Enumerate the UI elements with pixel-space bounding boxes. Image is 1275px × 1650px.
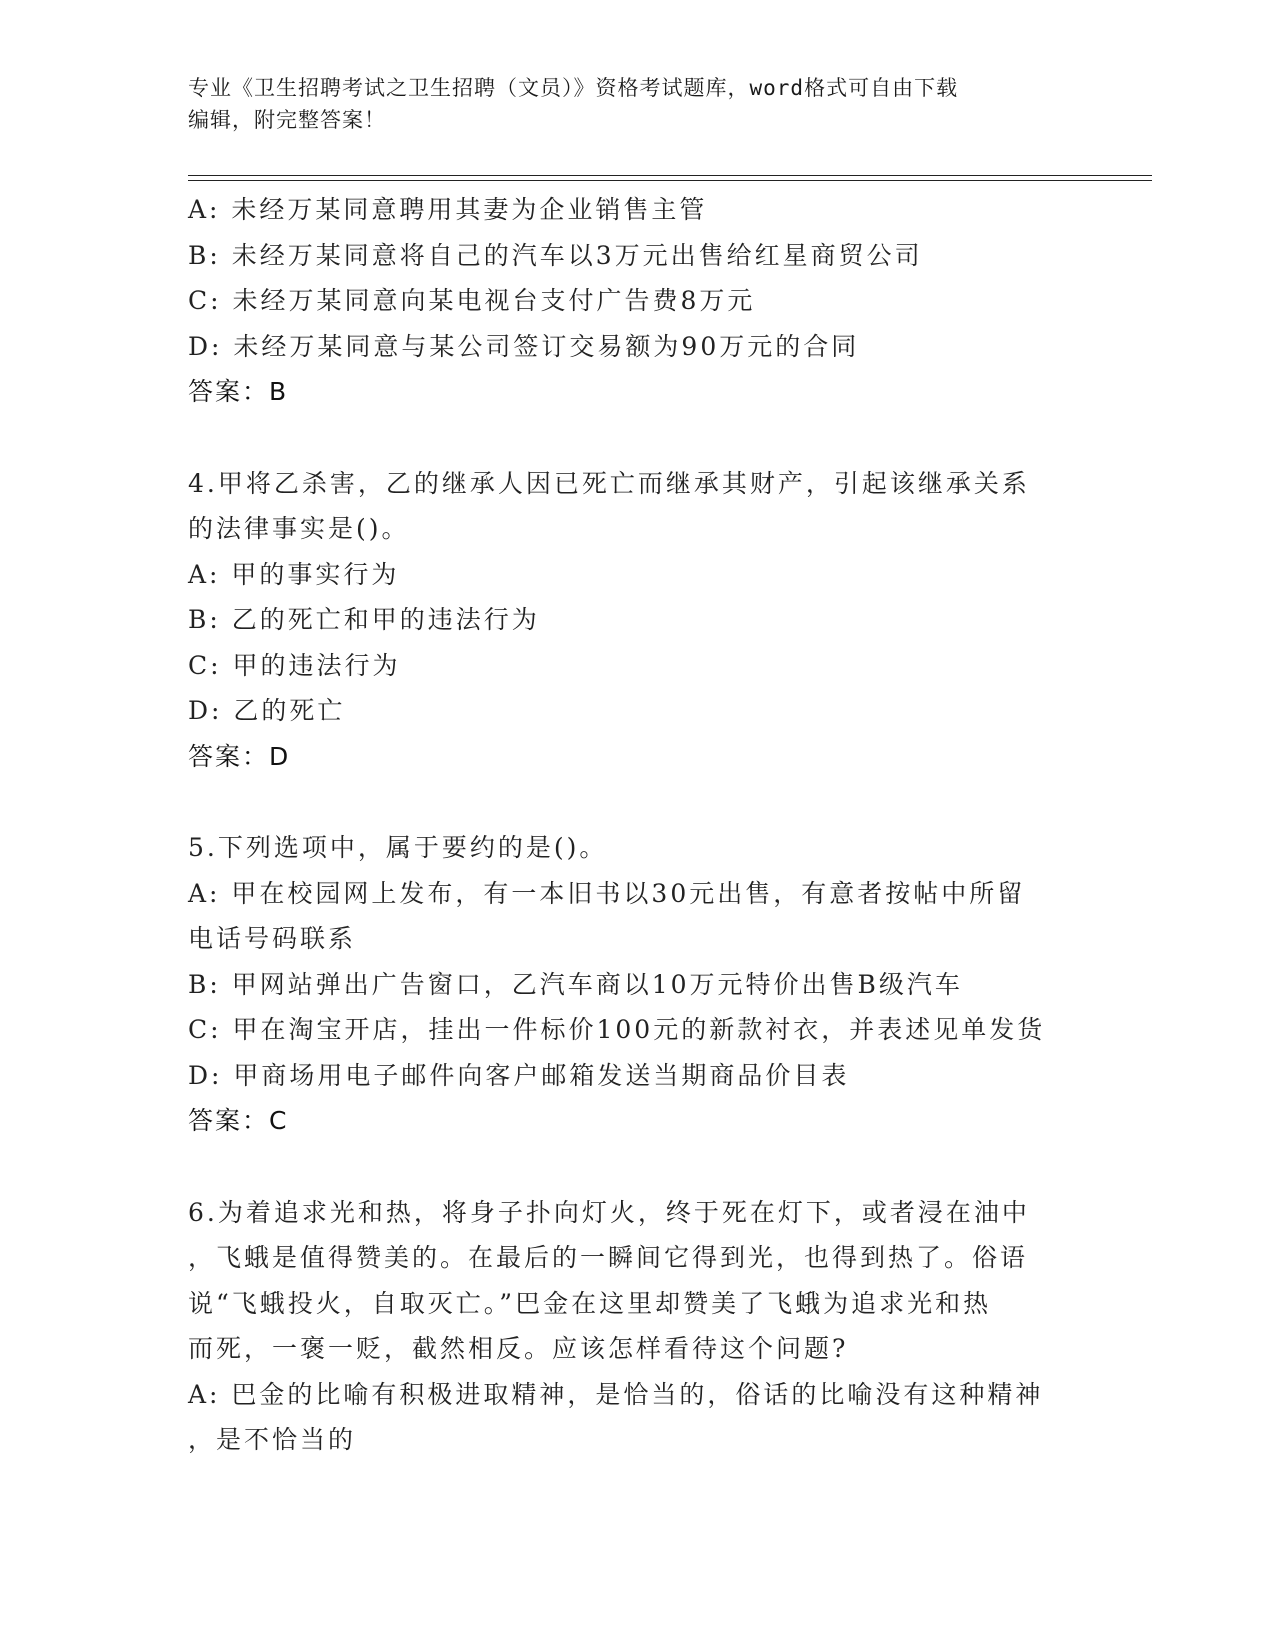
- spacer: [188, 1144, 1088, 1190]
- q6-option-a-continued: ，是不恰当的: [188, 1425, 357, 1454]
- question-4: [188, 461, 1088, 780]
- question-5: [188, 825, 1088, 1144]
- header-divider-top: [188, 175, 1152, 176]
- q3-option-b: B: 未经万某同意将自己的汽车以3万元出售给红星商贸公司: [188, 240, 923, 270]
- spacer: [188, 415, 1088, 461]
- q4-option-c: C: 甲的违法行为: [188, 650, 401, 680]
- q6-question-line-3: 说“飞蛾投火，自取灭亡。”巴金在这里却赞美了飞蛾为追求光和热: [188, 1288, 992, 1318]
- q3-answer: 答案：B: [188, 377, 289, 406]
- q5-option-d: D: 甲商场用电子邮件向客户邮箱发送当期商品价目表: [188, 1060, 850, 1090]
- header-divider-bottom: [188, 180, 1152, 181]
- q4-option-b: B: 乙的死亡和甲的违法行为: [188, 605, 540, 634]
- question-3: [188, 187, 1088, 415]
- q6-question-line-2: ，飞蛾是值得赞美的。在最后的一瞬间它得到光，也得到热了。俗语: [188, 1243, 1029, 1272]
- document-header: [188, 72, 1088, 136]
- q3-option-c: C: 未经万某同意向某电视台支付广告费8万元: [188, 286, 756, 315]
- spacer: [188, 779, 1088, 825]
- q5-option-c: C: 甲在淘宝开店，挂出一件标价100元的新款衬衣，并表述见单发货: [188, 1015, 1046, 1044]
- q5-question-line-1: 5.下列选项中，属于要约的是()。: [188, 833, 608, 862]
- q4-option-a: A: 甲的事实行为: [188, 559, 400, 589]
- q4-answer: 答案：D: [188, 741, 291, 771]
- q5-answer: 答案：C: [188, 1106, 289, 1135]
- q4-option-d: D: 乙的死亡: [188, 696, 346, 725]
- question-6: [188, 1190, 1088, 1463]
- header-line-2: 编辑，附完整答案！: [188, 108, 386, 132]
- q5-option-a: A: 甲在校园网上发布，有一本旧书以30元出售，有意者按帖中所留: [188, 878, 1026, 908]
- q5-option-b: B: 甲网站弹出广告窗口，乙汽车商以10万元特价出售B级汽车: [188, 969, 963, 999]
- q6-question-line-4: 而死，一褒一贬，截然相反。应该怎样看待这个问题?: [188, 1334, 849, 1363]
- q6-option-a: A: 巴金的比喻有积极进取精神，是恰当的，俗话的比喻没有这种精神: [188, 1379, 1044, 1409]
- q5-option-a-continued: 电话号码联系: [188, 924, 357, 953]
- q4-question-line-2: 的法律事实是()。: [188, 514, 410, 543]
- q3-option-d: D: 未经万某同意与某公司签订交易额为90万元的合同: [188, 331, 860, 361]
- q4-question-line-1: 4.甲将乙杀害，乙的继承人因已死亡而继承其财产，引起该继承关系: [188, 468, 1030, 498]
- header-line-1: 专业《卫生招聘考试之卫生招聘（文员）》资格考试题库，word格式可自由下载: [188, 76, 959, 100]
- q6-question-line-1: 6.为着追求光和热，将身子扑向灯火，终于死在灯下，或者浸在油中: [188, 1197, 1030, 1227]
- question-content: [188, 187, 1088, 1463]
- q3-option-a: A: 未经万某同意聘用其妻为企业销售主管: [188, 195, 708, 224]
